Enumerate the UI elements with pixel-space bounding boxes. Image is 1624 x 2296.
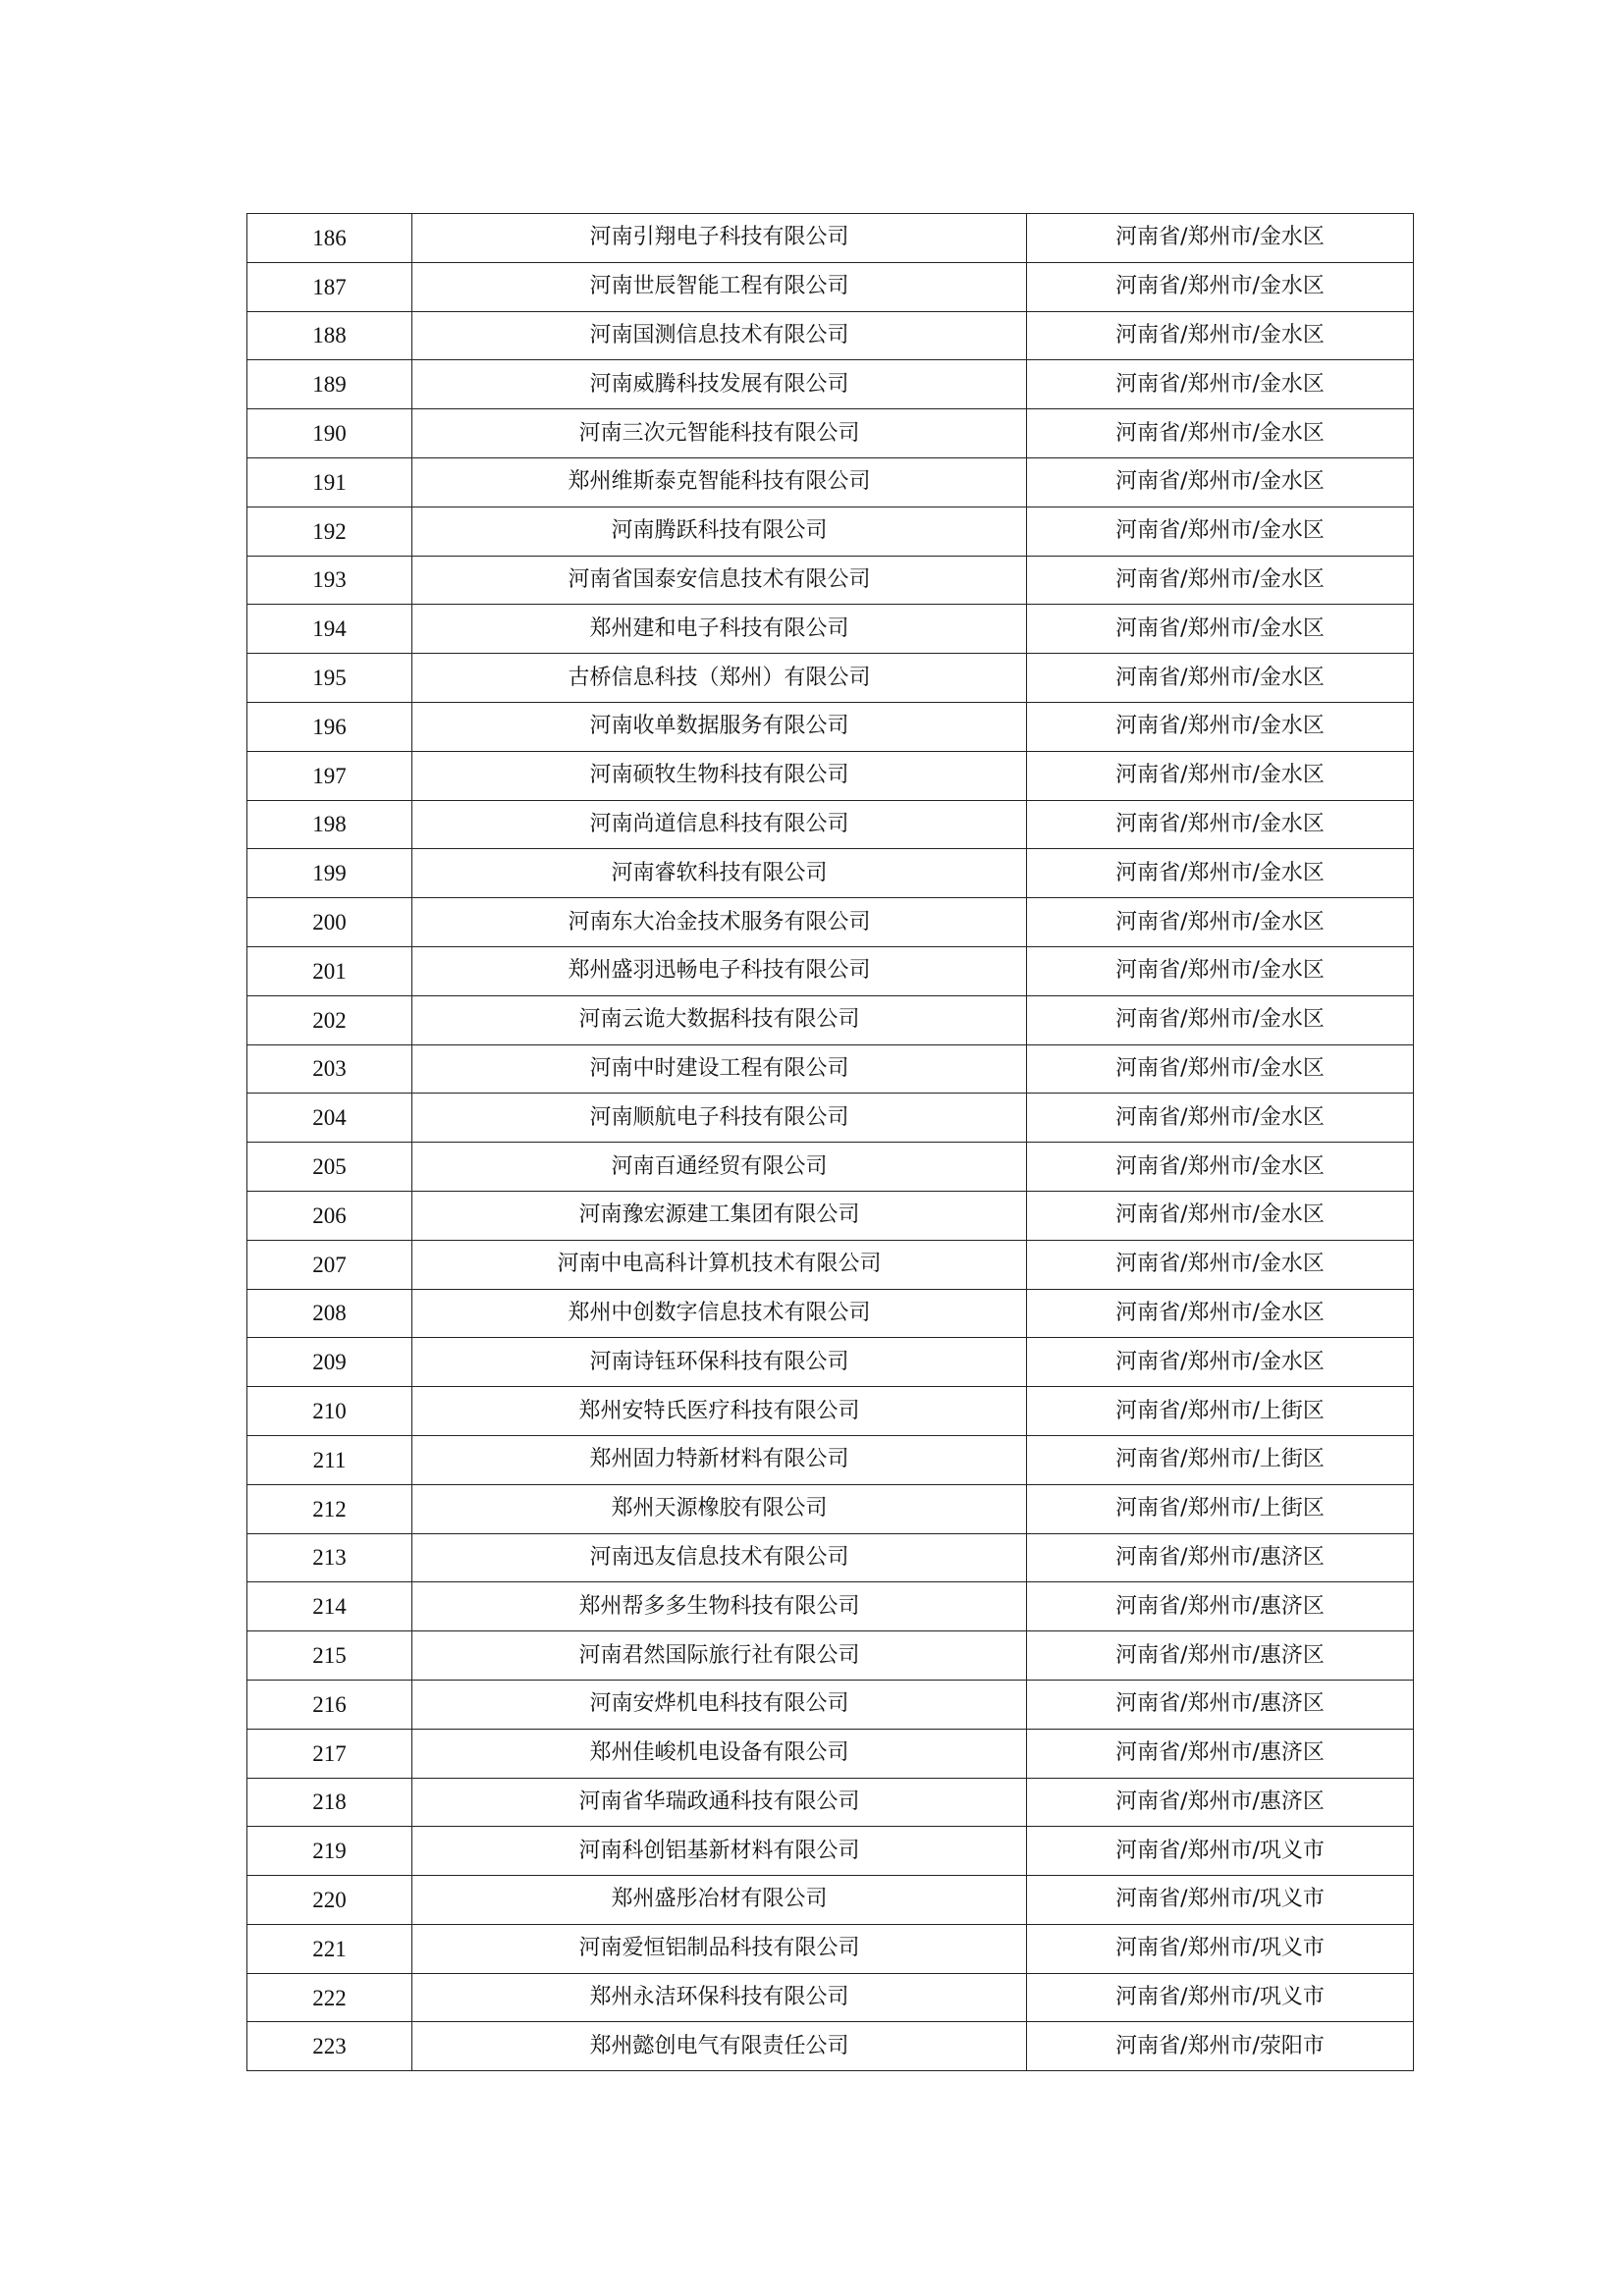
location-cell: 河南省/郑州市/金水区 xyxy=(1027,1338,1414,1387)
row-number-cell: 190 xyxy=(247,409,412,458)
company-name-cell: 郑州永洁环保科技有限公司 xyxy=(412,1973,1027,2022)
table-row xyxy=(247,1289,1414,1338)
company-name-cell: 河南收单数据服务有限公司 xyxy=(412,702,1027,751)
company-name-cell: 河南诗钰环保科技有限公司 xyxy=(412,1338,1027,1387)
company-name-cell: 古桥信息科技（郑州）有限公司 xyxy=(412,654,1027,703)
row-number-cell: 188 xyxy=(247,311,412,360)
table-row xyxy=(247,360,1414,409)
row-number-cell: 210 xyxy=(247,1387,412,1436)
location-cell: 河南省/郑州市/金水区 xyxy=(1027,654,1414,703)
location-cell: 河南省/郑州市/金水区 xyxy=(1027,262,1414,311)
table-row xyxy=(247,1973,1414,2022)
location-cell: 河南省/郑州市/上街区 xyxy=(1027,1387,1414,1436)
company-name-cell: 河南君然国际旅行社有限公司 xyxy=(412,1631,1027,1681)
company-name-cell: 郑州中创数字信息技术有限公司 xyxy=(412,1289,1027,1338)
row-number-cell: 223 xyxy=(247,2022,412,2071)
location-cell: 河南省/郑州市/金水区 xyxy=(1027,751,1414,800)
row-number-cell: 193 xyxy=(247,556,412,605)
table-row xyxy=(247,311,1414,360)
company-name-cell: 河南睿软科技有限公司 xyxy=(412,849,1027,898)
table-row xyxy=(247,1435,1414,1484)
location-cell: 河南省/郑州市/惠济区 xyxy=(1027,1631,1414,1681)
row-number-cell: 221 xyxy=(247,1924,412,1973)
company-name-cell: 河南百通经贸有限公司 xyxy=(412,1143,1027,1192)
table-row xyxy=(247,654,1414,703)
table-row xyxy=(247,1876,1414,1925)
company-name-cell: 河南中时建设工程有限公司 xyxy=(412,1044,1027,1094)
company-name-cell: 郑州天源橡胶有限公司 xyxy=(412,1484,1027,1533)
company-name-cell: 郑州懿创电气有限责任公司 xyxy=(412,2022,1027,2071)
company-name-cell: 郑州帮多多生物科技有限公司 xyxy=(412,1582,1027,1631)
company-name-cell: 郑州佳峻机电设备有限公司 xyxy=(412,1729,1027,1778)
company-name-cell: 郑州固力特新材料有限公司 xyxy=(412,1435,1027,1484)
table-row xyxy=(247,605,1414,654)
row-number-cell: 198 xyxy=(247,800,412,849)
table-row xyxy=(247,1778,1414,1827)
company-name-cell: 郑州盛彤冶材有限公司 xyxy=(412,1876,1027,1925)
company-name-cell: 河南省国泰安信息技术有限公司 xyxy=(412,556,1027,605)
row-number-cell: 191 xyxy=(247,457,412,507)
table-body xyxy=(247,214,1414,2071)
row-number-cell: 215 xyxy=(247,1631,412,1681)
row-number-cell: 195 xyxy=(247,654,412,703)
table-row xyxy=(247,1680,1414,1729)
row-number-cell: 214 xyxy=(247,1582,412,1631)
table-row xyxy=(247,214,1414,263)
row-number-cell: 208 xyxy=(247,1289,412,1338)
row-number-cell: 218 xyxy=(247,1778,412,1827)
location-cell: 河南省/郑州市/金水区 xyxy=(1027,1240,1414,1289)
table-row xyxy=(247,556,1414,605)
location-cell: 河南省/郑州市/荥阳市 xyxy=(1027,2022,1414,2071)
row-number-cell: 222 xyxy=(247,1973,412,2022)
row-number-cell: 200 xyxy=(247,898,412,947)
location-cell: 河南省/郑州市/惠济区 xyxy=(1027,1680,1414,1729)
row-number-cell: 212 xyxy=(247,1484,412,1533)
location-cell: 河南省/郑州市/金水区 xyxy=(1027,1143,1414,1192)
row-number-cell: 202 xyxy=(247,995,412,1044)
location-cell: 河南省/郑州市/巩义市 xyxy=(1027,1973,1414,2022)
company-name-cell: 河南顺航电子科技有限公司 xyxy=(412,1094,1027,1143)
company-name-cell: 河南硕牧生物科技有限公司 xyxy=(412,751,1027,800)
row-number-cell: 220 xyxy=(247,1876,412,1925)
location-cell: 河南省/郑州市/金水区 xyxy=(1027,898,1414,947)
location-cell: 河南省/郑州市/金水区 xyxy=(1027,360,1414,409)
table-row xyxy=(247,409,1414,458)
row-number-cell: 204 xyxy=(247,1094,412,1143)
location-cell: 河南省/郑州市/金水区 xyxy=(1027,946,1414,995)
table-row xyxy=(247,995,1414,1044)
table-row xyxy=(247,898,1414,947)
location-cell: 河南省/郑州市/金水区 xyxy=(1027,1289,1414,1338)
table-row xyxy=(247,1827,1414,1876)
location-cell: 河南省/郑州市/金水区 xyxy=(1027,1044,1414,1094)
table-row xyxy=(247,1582,1414,1631)
row-number-cell: 213 xyxy=(247,1533,412,1582)
company-name-cell: 河南尚道信息科技有限公司 xyxy=(412,800,1027,849)
location-cell: 河南省/郑州市/金水区 xyxy=(1027,311,1414,360)
table-row xyxy=(247,1924,1414,1973)
table-row xyxy=(247,1631,1414,1681)
location-cell: 河南省/郑州市/金水区 xyxy=(1027,556,1414,605)
table-row xyxy=(247,1191,1414,1240)
table-row xyxy=(247,1484,1414,1533)
table-row xyxy=(247,1387,1414,1436)
company-name-cell: 河南爱恒铝制品科技有限公司 xyxy=(412,1924,1027,1973)
table-row xyxy=(247,1094,1414,1143)
location-cell: 河南省/郑州市/上街区 xyxy=(1027,1435,1414,1484)
company-name-cell: 郑州盛羽迅畅电子科技有限公司 xyxy=(412,946,1027,995)
table-row xyxy=(247,800,1414,849)
company-name-cell: 河南迅友信息技术有限公司 xyxy=(412,1533,1027,1582)
company-name-cell: 河南引翔电子科技有限公司 xyxy=(412,214,1027,263)
company-name-cell: 郑州维斯泰克智能科技有限公司 xyxy=(412,457,1027,507)
row-number-cell: 206 xyxy=(247,1191,412,1240)
row-number-cell: 197 xyxy=(247,751,412,800)
table-row xyxy=(247,262,1414,311)
row-number-cell: 186 xyxy=(247,214,412,263)
row-number-cell: 189 xyxy=(247,360,412,409)
company-list-table xyxy=(246,213,1414,2071)
row-number-cell: 203 xyxy=(247,1044,412,1094)
company-name-cell: 河南豫宏源建工集团有限公司 xyxy=(412,1191,1027,1240)
table-row xyxy=(247,1044,1414,1094)
company-name-cell: 河南东大冶金技术服务有限公司 xyxy=(412,898,1027,947)
row-number-cell: 196 xyxy=(247,702,412,751)
location-cell: 河南省/郑州市/金水区 xyxy=(1027,507,1414,556)
location-cell: 河南省/郑州市/金水区 xyxy=(1027,1191,1414,1240)
company-name-cell: 郑州建和电子科技有限公司 xyxy=(412,605,1027,654)
table-row xyxy=(247,1533,1414,1582)
company-name-cell: 河南世辰智能工程有限公司 xyxy=(412,262,1027,311)
table-row xyxy=(247,457,1414,507)
row-number-cell: 209 xyxy=(247,1338,412,1387)
location-cell: 河南省/郑州市/巩义市 xyxy=(1027,1827,1414,1876)
row-number-cell: 211 xyxy=(247,1435,412,1484)
location-cell: 河南省/郑州市/惠济区 xyxy=(1027,1533,1414,1582)
location-cell: 河南省/郑州市/惠济区 xyxy=(1027,1582,1414,1631)
location-cell: 河南省/郑州市/金水区 xyxy=(1027,800,1414,849)
company-name-cell: 河南腾跃科技有限公司 xyxy=(412,507,1027,556)
row-number-cell: 194 xyxy=(247,605,412,654)
location-cell: 河南省/郑州市/金水区 xyxy=(1027,457,1414,507)
location-cell: 河南省/郑州市/惠济区 xyxy=(1027,1778,1414,1827)
location-cell: 河南省/郑州市/金水区 xyxy=(1027,214,1414,263)
row-number-cell: 217 xyxy=(247,1729,412,1778)
table-row xyxy=(247,751,1414,800)
table-row xyxy=(247,702,1414,751)
row-number-cell: 199 xyxy=(247,849,412,898)
table-row xyxy=(247,507,1414,556)
row-number-cell: 207 xyxy=(247,1240,412,1289)
table-row xyxy=(247,849,1414,898)
table-row xyxy=(247,1143,1414,1192)
location-cell: 河南省/郑州市/金水区 xyxy=(1027,995,1414,1044)
company-name-cell: 河南安烨机电科技有限公司 xyxy=(412,1680,1027,1729)
company-name-cell: 河南三次元智能科技有限公司 xyxy=(412,409,1027,458)
company-name-cell: 河南国测信息技术有限公司 xyxy=(412,311,1027,360)
location-cell: 河南省/郑州市/金水区 xyxy=(1027,702,1414,751)
company-name-cell: 河南省华瑞政通科技有限公司 xyxy=(412,1778,1027,1827)
company-name-cell: 河南科创铝基新材料有限公司 xyxy=(412,1827,1027,1876)
location-cell: 河南省/郑州市/巩义市 xyxy=(1027,1924,1414,1973)
row-number-cell: 187 xyxy=(247,262,412,311)
location-cell: 河南省/郑州市/金水区 xyxy=(1027,605,1414,654)
company-name-cell: 河南云诡大数据科技有限公司 xyxy=(412,995,1027,1044)
table-row xyxy=(247,1338,1414,1387)
location-cell: 河南省/郑州市/惠济区 xyxy=(1027,1729,1414,1778)
location-cell: 河南省/郑州市/金水区 xyxy=(1027,1094,1414,1143)
location-cell: 河南省/郑州市/金水区 xyxy=(1027,849,1414,898)
row-number-cell: 201 xyxy=(247,946,412,995)
row-number-cell: 192 xyxy=(247,507,412,556)
company-name-cell: 河南威腾科技发展有限公司 xyxy=(412,360,1027,409)
location-cell: 河南省/郑州市/巩义市 xyxy=(1027,1876,1414,1925)
company-name-cell: 河南中电高科计算机技术有限公司 xyxy=(412,1240,1027,1289)
location-cell: 河南省/郑州市/金水区 xyxy=(1027,409,1414,458)
table-row xyxy=(247,1240,1414,1289)
table-row xyxy=(247,946,1414,995)
table-row xyxy=(247,1729,1414,1778)
company-name-cell: 郑州安特氏医疗科技有限公司 xyxy=(412,1387,1027,1436)
row-number-cell: 205 xyxy=(247,1143,412,1192)
location-cell: 河南省/郑州市/上街区 xyxy=(1027,1484,1414,1533)
row-number-cell: 216 xyxy=(247,1680,412,1729)
row-number-cell: 219 xyxy=(247,1827,412,1876)
table-row xyxy=(247,2022,1414,2071)
